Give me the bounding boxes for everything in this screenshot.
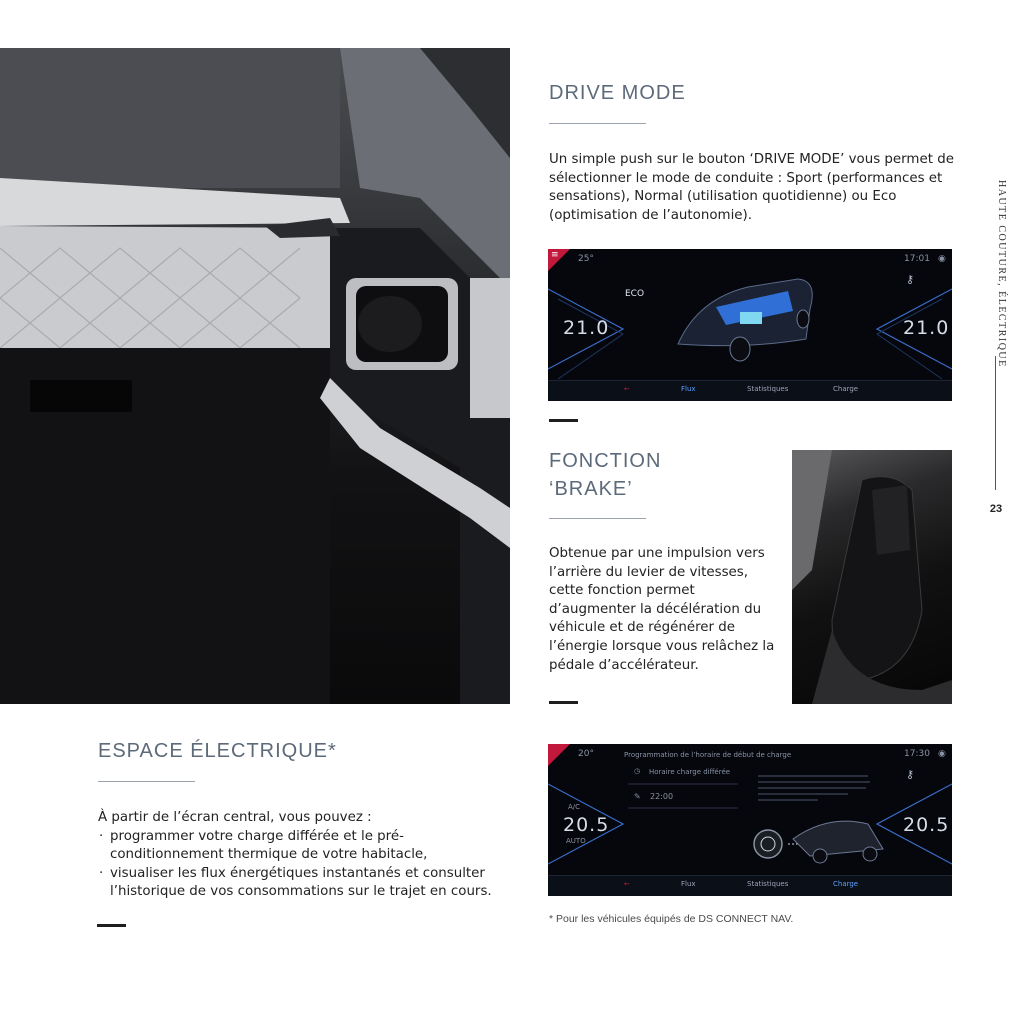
brake-divider [549,518,646,519]
side-section-title: HAUTE COUTURE, ÉLECTRIQUE [996,180,1007,368]
back-arrow-icon: ← [624,385,630,393]
screen2-option[interactable]: Horaire charge différée [649,768,731,776]
screen2-temp-right: 20.5 [903,814,950,836]
espace-heading: ESPACE ÉLECTRIQUE* [98,740,337,762]
drive-mode-heading: DRIVE MODE [549,82,686,104]
espace-bullet-1: · programmer votre charge différée et le pré-conditionnement thermique de votre habitacle, [98,828,508,865]
espace-end-mark [97,924,126,927]
gear-selector-photo [792,450,952,704]
screen2-ac-label: A/C [568,803,581,811]
espace-bullet-list [98,828,508,902]
screen1-tab-flux[interactable]: Flux [681,385,696,393]
drive-mode-end-mark [549,419,578,422]
footnote: * Pour les véhicules équipés de DS CONNECT NAV. [549,913,794,925]
screen1-mode: ECO [625,289,645,299]
screen1-tab-charge[interactable]: Charge [833,385,859,393]
screen1-tab-bar [548,380,952,401]
screen2-outside-temp: 20° [578,749,594,759]
brake-heading: FONCTION ‘BRAKE’ [549,450,662,500]
drive-mode-text: Un simple push sur le bouton ‘DRIVE MODE’ vous permet de sélectionner le mode de conduite : Sport (performances et sensations), Normal (utilisation quotidienne) ou Eco (optimisation de l’autonomie). [549,152,954,223]
side-rule [995,356,996,490]
brake-text: Obtenue par une impulsion vers l’arrière du levier de vitesses, cette fonction permet d’augmenter la décélération du véhicule et de régénérer de l’énergie lorsque vous relâchez la pédale d’accélérateur. [549,546,775,673]
screen1-temp-left: 21.0 [563,317,610,339]
screen2-tab-charge[interactable]: Charge [833,880,859,888]
drive-mode-screen [548,249,952,401]
espace-divider [98,781,195,782]
screen2-tab-bar [548,875,952,896]
screen2-back-arrow-icon: ← [624,880,630,888]
screen2-auto-label: AUTO [566,837,586,845]
screen1-tab-statistiques[interactable]: Statistiques [747,385,789,393]
screen2-title: Programmation de l’horaire de début de charge [624,751,792,759]
edit-icon: ✎ [634,792,641,801]
screen1-temp-right: 21.0 [903,317,950,339]
key-icon: ⚷ [906,273,915,286]
page-number: 23 [989,503,1003,515]
screen2-tab-flux[interactable]: Flux [681,880,696,888]
gear-selector-illustration [792,450,952,704]
screen1-outside-temp: 25° [578,254,594,264]
charge-schedule-screen [548,744,952,896]
brake-end-mark [549,701,578,704]
espace-bullet-2: · visualiser les flux énergétiques instantanés et consulter l’historique de vos consommations sur le trajet en cours. [98,865,508,902]
screen2-temp-left: 20.5 [563,814,610,836]
screen2-tab-statistiques[interactable]: Statistiques [747,880,789,888]
screen2-key-icon: ⚷ [906,768,915,781]
drive-mode-divider [549,123,646,124]
screen2-schedule-time[interactable]: 22:00 [650,792,674,801]
interior-illustration [0,48,510,704]
clock-icon: ◷ [634,767,641,775]
screen1-time: 17:01 [904,254,930,264]
screen2-notification-icon: ◉ [938,749,946,759]
espace-intro: À partir de l’écran central, vous pouvez : [98,810,372,825]
espace-text [98,809,508,902]
screen2-time: 17:30 [904,749,930,759]
interior-dashboard-photo [0,48,510,704]
menu-icon: ≡ [551,250,559,260]
notification-icon: ◉ [938,254,946,264]
